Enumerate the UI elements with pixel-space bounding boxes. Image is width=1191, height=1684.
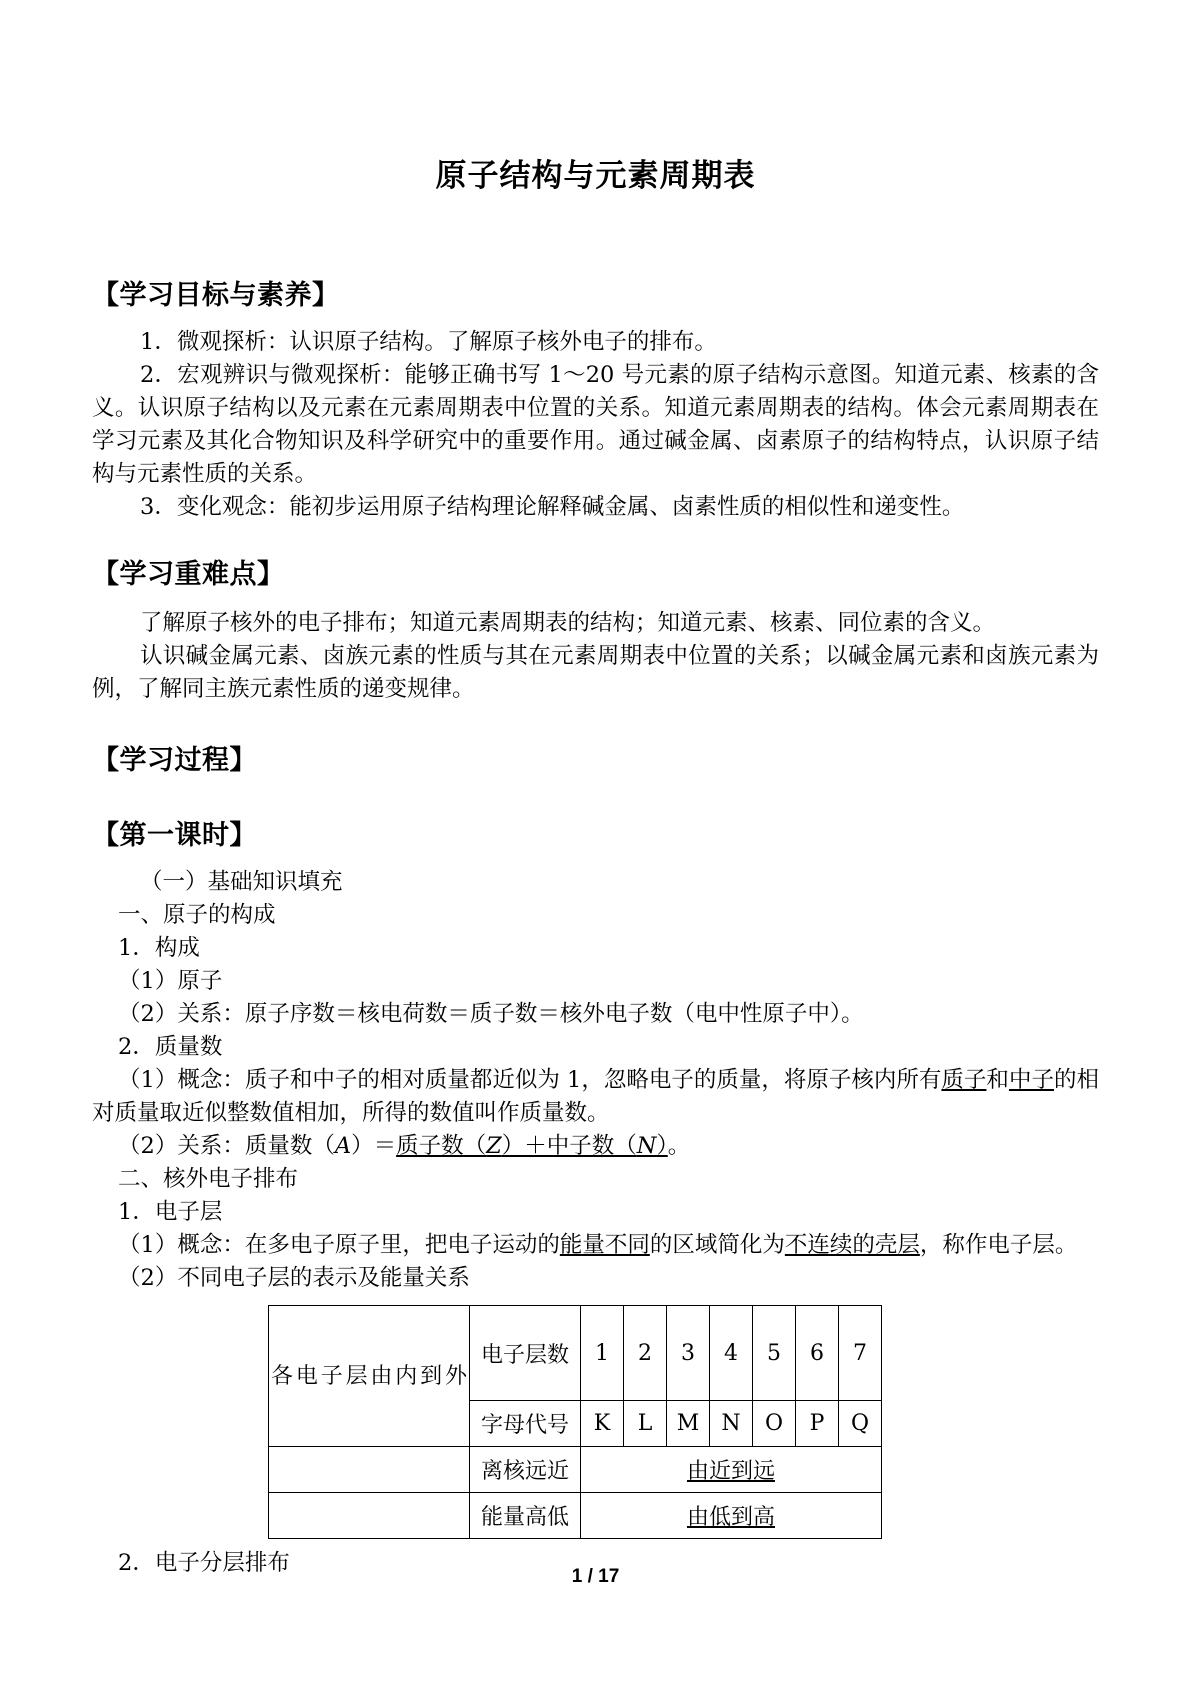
table-cell-letter-P: P <box>796 1401 839 1447</box>
lesson1-item-1-2: （2）关系：原子序数＝核电荷数＝质子数＝核外电子数（电中性原子中）。 <box>118 1001 864 1027</box>
lesson1-subheading: （一）基础知识填充 <box>140 869 343 895</box>
lesson1-topic-2: 二、核外电子排布 <box>118 1166 299 1192</box>
lesson1-item-3-1 <box>92 1229 1099 1262</box>
table-cell-energy-value <box>581 1493 882 1539</box>
table-cell-letter-K: K <box>581 1401 624 1447</box>
table-cell-letter-L: L <box>624 1401 667 1447</box>
symbol-Z: Z <box>486 1133 502 1159</box>
electron-layer-concept-mid: 的区域简化为 <box>649 1232 785 1258</box>
table-cell-layer-7: 7 <box>839 1306 882 1401</box>
table-row-label-energy: 能量高低 <box>470 1493 581 1539</box>
distance-answer: 由近到远 <box>686 1459 775 1484</box>
table-row <box>269 1493 882 1539</box>
table-cell-letter-M: M <box>667 1401 710 1447</box>
electron-layer-concept-suffix: ，称作电子层。 <box>919 1232 1078 1258</box>
mass-relation-u-part1: 质子数（ <box>396 1133 487 1159</box>
table-empty-cell-2 <box>269 1493 470 1539</box>
mass-number-blank-proton: 质子 <box>941 1067 987 1093</box>
goals-list <box>92 326 1099 524</box>
mass-relation-eq: ）＝ <box>351 1133 397 1159</box>
mass-number-concept-mid: 和 <box>986 1067 1009 1093</box>
mass-relation-u-part2: ）＋中子数（ <box>501 1133 637 1159</box>
lesson1-item-2-2 <box>92 1130 1099 1163</box>
section-heading-lesson1: 【第一课时】 <box>92 820 257 851</box>
electron-layer-blank-energy: 能量不同 <box>559 1232 650 1258</box>
page-footer: 1 / 17 <box>571 1566 620 1587</box>
table-merged-label: 各电子层由内到外 <box>269 1306 470 1447</box>
mass-relation-prefix: （2）关系：质量数（ <box>118 1133 335 1159</box>
goals-item-1: 1．微观探析：认识原子结构。了解原子核外电子的排布。 <box>140 329 717 355</box>
lesson1-item-3-2: （2）不同电子层的表示及能量关系 <box>118 1265 470 1291</box>
symbol-N: N <box>636 1133 657 1159</box>
energy-answer: 由低到高 <box>686 1505 775 1530</box>
focus-list <box>92 607 1099 706</box>
table-cell-letter-Q: Q <box>839 1401 882 1447</box>
lesson1-item-4: 2．电子分层排布 <box>118 1550 290 1576</box>
mass-relation-u-part3: ） <box>656 1133 668 1159</box>
table-cell-layer-4: 4 <box>710 1306 753 1401</box>
table-cell-layer-3: 3 <box>667 1306 710 1401</box>
page-title: 原子结构与元素周期表 <box>435 158 756 194</box>
focus-paragraph-2: 认识碱金属元素、卤族元素的性质与其在元素周期表中位置的关系；以碱金属元素和卤族元素为例，了解同主族元素性质的递变规律。 <box>92 643 1099 702</box>
electron-layer-table <box>268 1305 882 1539</box>
electron-layer-concept-prefix: （1）概念：在多电子原子里，把电子运动的 <box>118 1232 560 1258</box>
table-cell-distance-value <box>581 1447 882 1493</box>
electron-layer-blank-shell: 不连续的壳层 <box>784 1232 920 1258</box>
table-row-label-distance: 离核远近 <box>470 1447 581 1493</box>
mass-number-blank-neutron: 中子 <box>1008 1067 1054 1093</box>
lesson1-topic-1: 一、原子的构成 <box>118 902 276 928</box>
mass-relation-end: 。 <box>667 1133 691 1159</box>
section-heading-process: 【学习过程】 <box>92 745 257 776</box>
lesson1-content <box>92 866 1099 1295</box>
mass-relation-blank <box>396 1133 668 1159</box>
table-cell-layer-5: 5 <box>753 1306 796 1401</box>
electron-layer-table-wrap <box>268 1305 1099 1539</box>
lesson1-item-2: 2．质量数 <box>118 1034 223 1060</box>
mass-number-concept-suffix: 的相对质量取近似整数值相加，所得的数值叫作质量数。 <box>92 1067 1099 1126</box>
lesson1-item-2-1 <box>92 1064 1099 1130</box>
lesson1-item-1: 1．构成 <box>118 935 200 961</box>
symbol-A: A <box>334 1133 352 1159</box>
section-heading-focus: 【学习重难点】 <box>92 559 285 590</box>
table-cell-layer-6: 6 <box>796 1306 839 1401</box>
table-row <box>269 1306 882 1401</box>
focus-paragraph-1: 了解原子核外的电子排布；知道元素周期表的结构；知道元素、核素、同位素的含义。 <box>140 610 996 636</box>
goals-item-2: 2．宏观辨识与微观探析：能够正确书写 1～20 号元素的原子结构示意图。知道元素、核素的含义。认识原子结构以及元素在元素周期表中位置的关系。知道元素周期表的结构。体会元素周期表在学习元素及其化合物知识及科学研究中的重要作用。通过碱金属、卤素原子的结构特点，认识原子结构与元素性质的关系。 <box>92 362 1099 487</box>
table-row <box>269 1447 882 1493</box>
section-heading-goals: 【学习目标与素养】 <box>92 280 340 311</box>
mass-number-concept-prefix: （1）概念：质子和中子的相对质量都近似为 1，忽略电子的质量，将原子核内所有 <box>118 1067 942 1093</box>
lesson1-item-3: 1．电子层 <box>118 1199 223 1225</box>
lesson1-item-1-1: （1）原子 <box>118 968 223 994</box>
table-row-label-letter-code: 字母代号 <box>470 1401 581 1447</box>
table-cell-layer-2: 2 <box>624 1306 667 1401</box>
table-cell-letter-O: O <box>753 1401 796 1447</box>
goals-item-3: 3．变化观念：能初步运用原子结构理论解释碱金属、卤素性质的相似性和递变性。 <box>140 494 965 520</box>
table-cell-layer-1: 1 <box>581 1306 624 1401</box>
table-empty-cell-1 <box>269 1447 470 1493</box>
table-cell-letter-N: N <box>710 1401 753 1447</box>
table-row-label-layer-count: 电子层数 <box>470 1306 581 1401</box>
